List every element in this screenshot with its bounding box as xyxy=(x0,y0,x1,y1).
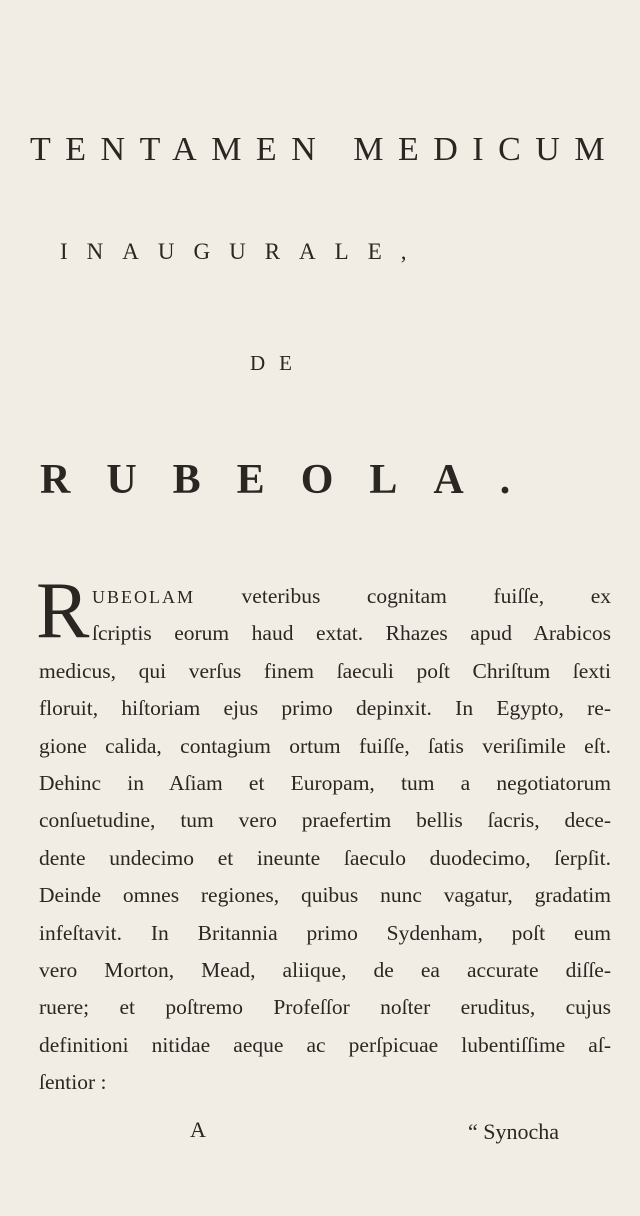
text-line-1 xyxy=(92,578,611,615)
signature-mark: A xyxy=(190,1117,206,1142)
text-line: vero Morton, Mead, aliique, de ea accurate diſſe- xyxy=(39,957,611,982)
text-line: Dehinc in Aſiam et Europam, tum a negotiatorum xyxy=(39,770,611,795)
text-line-2: ſcriptis eorum haud extat. Rhazes apud Arabicos xyxy=(92,621,611,646)
text-line: conſuetudine, tum vero praefertim bellis ſacris, dece- xyxy=(39,808,611,833)
text-line: floruit, hiſtoriam ejus primo depinxit. In Egypto, re- xyxy=(39,696,611,721)
title-rubeola: RUBEOLA. xyxy=(40,457,547,503)
text-line: definitioni nitidae aeque ac perſpicuae lubentiſſime aſ- xyxy=(39,1032,611,1057)
text-line-last: ſentior : xyxy=(39,1070,107,1095)
first-word-rest: UBEOLAM xyxy=(92,587,195,607)
catchword: “ Synocha xyxy=(468,1119,560,1144)
title-inaugurale: INAUGURALE, xyxy=(60,239,426,264)
text-line: ruere; et poſtremo Profeſſor noſter eruditus, cujus xyxy=(39,995,611,1020)
title-tentamen-medicum: TENTAMEN MEDICUM xyxy=(30,131,620,168)
drop-cap: R xyxy=(36,567,90,655)
text-line: gione calida, contagium ortum fuiſſe, ſatis veriſimile eſt. xyxy=(39,733,611,758)
text-line: Deinde omnes regiones, quibus nunc vagatur, gradatim xyxy=(39,883,611,908)
text-line: infeſtavit. In Britannia primo Sydenham, poſt eum xyxy=(39,920,611,945)
title-de: DE xyxy=(250,351,306,375)
text-line: medicus, qui verſus finem ſaeculi poſt Chriſtum ſexti xyxy=(39,658,611,683)
opening-lines xyxy=(92,578,611,653)
text-line: dente undecimo et ineunte ſaeculo duodecimo, ſerpſit. xyxy=(39,845,611,870)
line1-rest: veteribus cognitam fuiſſe, ex xyxy=(241,584,611,608)
body-paragraph xyxy=(39,653,611,1102)
